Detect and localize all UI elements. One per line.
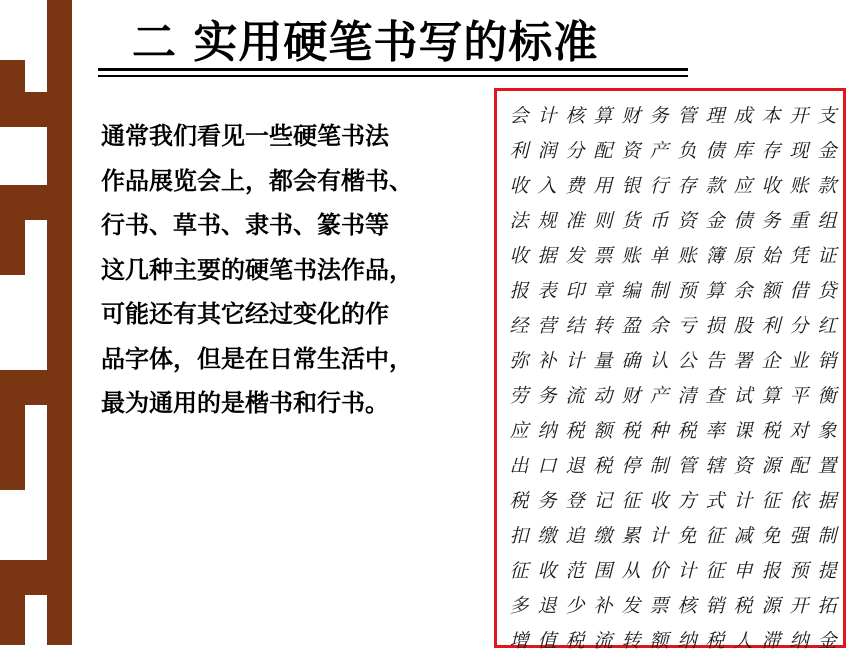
handwritten-character: 企 [761, 350, 781, 372]
handwriting-row [505, 589, 841, 624]
handwritten-character: 账 [621, 245, 641, 267]
handwritten-character: 方 [677, 490, 697, 512]
handwritten-character: 式 [705, 490, 725, 512]
body-line: 这几种主要的硬笔书法作品， [101, 255, 413, 284]
handwritten-character: 量 [593, 350, 613, 372]
handwritten-character: 纳 [677, 630, 697, 652]
handwritten-character: 退 [565, 455, 585, 477]
handwritten-character: 资 [677, 210, 697, 232]
handwritten-character: 则 [593, 210, 613, 232]
handwriting-row [505, 274, 841, 309]
handwritten-character: 种 [649, 420, 669, 442]
handwritten-character: 辖 [705, 455, 725, 477]
handwritten-character: 务 [761, 210, 781, 232]
handwritten-character: 凭 [789, 245, 809, 267]
handwritten-character: 对 [789, 420, 809, 442]
handwritten-character: 票 [649, 595, 669, 617]
handwritten-character: 计 [677, 560, 697, 582]
handwriting-row [505, 169, 841, 204]
handwritten-character: 转 [621, 630, 641, 652]
handwritten-character: 利 [509, 140, 529, 162]
handwritten-character: 额 [761, 280, 781, 302]
handwritten-character: 缴 [593, 525, 613, 547]
handwritten-character: 补 [593, 595, 613, 617]
handwriting-row [505, 239, 841, 274]
handwriting-row [505, 449, 841, 484]
handwritten-character: 报 [509, 280, 529, 302]
handwritten-character: 现 [789, 140, 809, 162]
handwritten-character: 配 [593, 140, 613, 162]
handwriting-row [505, 379, 841, 414]
handwritten-character: 财 [621, 385, 641, 407]
handwritten-character: 象 [817, 420, 837, 442]
title-underline-second [98, 75, 688, 77]
handwriting-row [505, 134, 841, 169]
handwritten-character: 少 [565, 595, 585, 617]
handwritten-character: 债 [733, 210, 753, 232]
handwritten-character: 利 [761, 315, 781, 337]
handwritten-character: 收 [537, 560, 557, 582]
handwritten-character: 业 [789, 350, 809, 372]
handwritten-character: 货 [621, 210, 641, 232]
handwritten-character: 余 [649, 315, 669, 337]
handwritten-character: 务 [537, 490, 557, 512]
handwritten-character: 损 [705, 315, 725, 337]
handwritten-character: 课 [733, 420, 753, 442]
handwritten-character: 证 [817, 245, 837, 267]
handwritten-character: 累 [621, 525, 641, 547]
handwritten-character: 流 [593, 630, 613, 652]
handwritten-character: 动 [593, 385, 613, 407]
handwriting-row [505, 624, 841, 659]
handwritten-character: 计 [649, 525, 669, 547]
handwritten-character: 税 [677, 420, 697, 442]
handwritten-character: 印 [565, 280, 585, 302]
handwritten-character: 始 [761, 245, 781, 267]
handwritten-character: 亏 [677, 315, 697, 337]
handwritten-character: 开 [789, 595, 809, 617]
handwritten-character: 扣 [509, 525, 529, 547]
handwritten-character: 弥 [509, 350, 529, 372]
handwritten-character: 法 [509, 210, 529, 232]
handwritten-character: 登 [565, 490, 585, 512]
handwriting-row [505, 344, 841, 379]
handwritten-character: 债 [705, 140, 725, 162]
handwritten-character: 组 [817, 210, 837, 232]
handwritten-character: 税 [621, 420, 641, 442]
handwritten-character: 润 [537, 140, 557, 162]
handwriting-row [505, 204, 841, 239]
handwritten-character: 核 [565, 105, 585, 127]
handwritten-character: 征 [705, 525, 725, 547]
handwritten-character: 税 [509, 490, 529, 512]
handwritten-character: 收 [509, 245, 529, 267]
handwritten-character: 金 [705, 210, 725, 232]
handwritten-character: 制 [649, 455, 669, 477]
body-line: 品字体，但是在日常生活中， [101, 344, 413, 373]
handwritten-character: 衡 [817, 385, 837, 407]
body-line: 作品展览会上，都会有楷书、 [101, 166, 413, 195]
handwritten-character: 署 [733, 350, 753, 372]
handwritten-character: 收 [761, 175, 781, 197]
handwritten-character: 收 [649, 490, 669, 512]
handwritten-character: 用 [593, 175, 613, 197]
handwritten-character: 纳 [537, 420, 557, 442]
handwritten-character: 发 [621, 595, 641, 617]
handwritten-character: 认 [649, 350, 669, 372]
handwritten-character: 征 [761, 490, 781, 512]
handwritten-character: 金 [817, 140, 837, 162]
handwritten-character: 纳 [789, 630, 809, 652]
handwritten-character: 产 [649, 140, 669, 162]
handwritten-character: 会 [509, 105, 529, 127]
handwritten-character: 结 [565, 315, 585, 337]
handwritten-character: 额 [649, 630, 669, 652]
handwritten-character: 值 [537, 630, 557, 652]
decorative-border-segment [0, 215, 25, 275]
handwritten-character: 减 [733, 525, 753, 547]
handwritten-character: 款 [705, 175, 725, 197]
handwritten-character: 配 [789, 455, 809, 477]
handwritten-character: 依 [789, 490, 809, 512]
handwritten-character: 退 [537, 595, 557, 617]
handwritten-character: 缴 [537, 525, 557, 547]
handwritten-character: 收 [509, 175, 529, 197]
handwriting-row [505, 99, 841, 134]
handwritten-character: 记 [593, 490, 613, 512]
decorative-border-segment [0, 60, 25, 95]
handwritten-character: 试 [733, 385, 753, 407]
body-paragraph [101, 114, 481, 426]
handwritten-character: 重 [789, 210, 809, 232]
handwritten-character: 金 [817, 630, 837, 652]
handwritten-character: 税 [565, 630, 585, 652]
handwritten-character: 税 [761, 420, 781, 442]
handwritten-character: 编 [621, 280, 641, 302]
handwritten-character: 转 [593, 315, 613, 337]
handwriting-sample-grid [505, 99, 841, 659]
handwritten-character: 管 [677, 105, 697, 127]
decorative-border-segment [0, 400, 25, 490]
handwritten-character: 规 [537, 210, 557, 232]
handwritten-character: 务 [649, 105, 669, 127]
handwritten-character: 多 [509, 595, 529, 617]
body-line: 行书、草书、隶书、篆书等 [101, 211, 389, 239]
handwritten-character: 出 [509, 455, 529, 477]
handwritten-character: 成 [733, 105, 753, 127]
handwritten-character: 预 [789, 560, 809, 582]
body-line: 通常我们看见一些硬笔书法 [101, 122, 389, 150]
handwritten-character: 税 [565, 420, 585, 442]
handwritten-character: 据 [817, 490, 837, 512]
handwritten-character: 置 [817, 455, 837, 477]
handwritten-character: 口 [537, 455, 557, 477]
handwritten-character: 额 [593, 420, 613, 442]
handwritten-character: 销 [817, 350, 837, 372]
handwritten-character: 盈 [621, 315, 641, 337]
handwritten-character: 增 [509, 630, 529, 652]
handwritten-character: 行 [649, 175, 669, 197]
handwritten-character: 计 [565, 350, 585, 372]
handwritten-character: 追 [565, 525, 585, 547]
handwritten-character: 核 [677, 595, 697, 617]
handwritten-character: 务 [537, 385, 557, 407]
handwritten-character: 销 [705, 595, 725, 617]
body-line: 最为通用的是楷书和行书。 [101, 389, 389, 417]
handwritten-character: 补 [537, 350, 557, 372]
handwritten-character: 强 [789, 525, 809, 547]
handwritten-character: 制 [649, 280, 669, 302]
handwritten-character: 征 [705, 560, 725, 582]
handwritten-character: 算 [593, 105, 613, 127]
handwritten-character: 拓 [817, 595, 837, 617]
decorative-border-segment [0, 590, 25, 645]
handwritten-character: 存 [761, 140, 781, 162]
handwritten-character: 支 [817, 105, 837, 127]
handwritten-character: 征 [621, 490, 641, 512]
title-underline [98, 68, 688, 71]
handwritten-character: 平 [789, 385, 809, 407]
decorative-border-segment [0, 92, 72, 127]
handwritten-character: 停 [621, 455, 641, 477]
handwritten-character: 原 [733, 245, 753, 267]
handwritten-character: 分 [789, 315, 809, 337]
handwritten-character: 据 [537, 245, 557, 267]
body-line: 可能还有其它经过变化的作 [101, 300, 389, 328]
handwritten-character: 银 [621, 175, 641, 197]
handwritten-character: 发 [565, 245, 585, 267]
handwritten-character: 制 [817, 525, 837, 547]
slide-title: 二 实用硬笔书写的标准 [132, 17, 599, 68]
handwritten-character: 余 [733, 280, 753, 302]
handwritten-character: 告 [705, 350, 725, 372]
handwritten-character: 滞 [761, 630, 781, 652]
handwritten-character: 费 [565, 175, 585, 197]
handwritten-character: 公 [677, 350, 697, 372]
handwritten-character: 单 [649, 245, 669, 267]
handwritten-character: 税 [705, 630, 725, 652]
handwriting-row [505, 554, 841, 589]
handwritten-character: 人 [733, 630, 753, 652]
handwritten-character: 清 [677, 385, 697, 407]
handwritten-character: 计 [733, 490, 753, 512]
handwriting-row [505, 309, 841, 344]
handwritten-character: 表 [537, 280, 557, 302]
handwritten-character: 票 [593, 245, 613, 267]
handwriting-row [505, 484, 841, 519]
handwritten-character: 从 [621, 560, 641, 582]
handwritten-character: 借 [789, 280, 809, 302]
handwritten-character: 营 [537, 315, 557, 337]
handwritten-character: 账 [677, 245, 697, 267]
handwritten-character: 入 [537, 175, 557, 197]
handwritten-character: 账 [789, 175, 809, 197]
handwritten-character: 币 [649, 210, 669, 232]
handwritten-character: 申 [733, 560, 753, 582]
handwritten-character: 库 [733, 140, 753, 162]
handwritten-character: 章 [593, 280, 613, 302]
handwritten-character: 劳 [509, 385, 529, 407]
handwritten-character: 分 [565, 140, 585, 162]
handwritten-character: 应 [509, 420, 529, 442]
handwritten-character: 财 [621, 105, 641, 127]
handwritten-character: 算 [705, 280, 725, 302]
handwriting-row [505, 414, 841, 449]
handwritten-character: 应 [733, 175, 753, 197]
handwritten-character: 款 [817, 175, 837, 197]
handwritten-character: 经 [509, 315, 529, 337]
handwritten-character: 算 [761, 385, 781, 407]
handwritten-character: 贷 [817, 280, 837, 302]
handwritten-character: 管 [677, 455, 697, 477]
handwritten-character: 征 [509, 560, 529, 582]
handwritten-character: 预 [677, 280, 697, 302]
handwritten-character: 计 [537, 105, 557, 127]
handwriting-sample-frame [494, 88, 846, 652]
handwritten-character: 理 [705, 105, 725, 127]
handwritten-character: 资 [621, 140, 641, 162]
handwritten-character: 免 [761, 525, 781, 547]
handwriting-row [505, 519, 841, 554]
handwritten-character: 围 [593, 560, 613, 582]
handwritten-character: 价 [649, 560, 669, 582]
handwritten-character: 本 [761, 105, 781, 127]
handwritten-character: 税 [733, 595, 753, 617]
handwritten-character: 源 [761, 595, 781, 617]
handwritten-character: 股 [733, 315, 753, 337]
handwritten-character: 报 [761, 560, 781, 582]
handwritten-character: 存 [677, 175, 697, 197]
handwritten-character: 产 [649, 385, 669, 407]
handwritten-character: 确 [621, 350, 641, 372]
handwritten-character: 税 [593, 455, 613, 477]
handwritten-character: 准 [565, 210, 585, 232]
handwritten-character: 源 [761, 455, 781, 477]
handwritten-character: 查 [705, 385, 725, 407]
handwritten-character: 资 [733, 455, 753, 477]
handwritten-character: 负 [677, 140, 697, 162]
handwritten-character: 率 [705, 420, 725, 442]
handwritten-character: 范 [565, 560, 585, 582]
handwritten-character: 红 [817, 315, 837, 337]
handwritten-character: 提 [817, 560, 837, 582]
handwritten-character: 流 [565, 385, 585, 407]
handwritten-character: 开 [789, 105, 809, 127]
handwritten-character: 簿 [705, 245, 725, 267]
handwritten-character: 免 [677, 525, 697, 547]
